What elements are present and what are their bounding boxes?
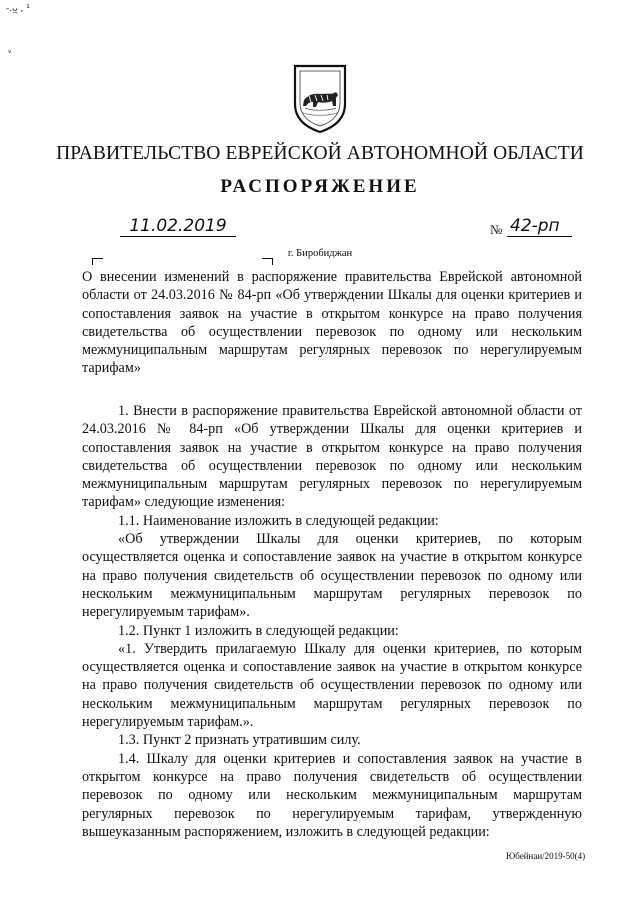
paragraph: «Об утверждении Шкалы для оценки критериев, по которым осуществляется оценка и сопоставление заявок на участие в открытом конкурсе на право получения свидетельств об осуществлении перевозок по одному или нескольким межмуниципальным маршрутам регулярных перевозок по нерегулируемым тарифам». bbox=[82, 531, 582, 621]
footer-document-code: Юбейнаи/2019-50(4) bbox=[506, 851, 586, 861]
subject-bracket-right bbox=[262, 258, 273, 265]
paragraph: 1.4. Шкалу для оценки критериев и сопоставления заявок на участие в открытом конкурсе на право получения свидетельств об осуществлении перевозок по одному или нескольким межмуниципальным маршрутам регулярных перевозок по нерегулируемым тарифам, утвержденную вышеуказанным распоряжением, изложить в следующей редакции: bbox=[82, 750, 582, 840]
number-label: № bbox=[490, 222, 503, 237]
document-type-heading: РАСПОРЯЖЕНИЕ bbox=[220, 176, 420, 197]
paragraph: 1. Внести в распоряжение правительства Еврейской автономной области от 24.03.2016 № 84-рп «Об утверждении Шкалы для оценки критериев и сопоставления заявок на участие в открытом конкурсе на право получения свидетельства об осуществлении перевозок по одному или нескольким межмуниципальным маршрутам регулярных перевозок по нерегулируемым тарифам» следующие изменения: bbox=[82, 403, 582, 511]
paragraph: 1.2. Пункт 1 изложить в следующей редакции: bbox=[118, 622, 399, 639]
organization-title: ПРАВИТЕЛЬСТВО ЕВРЕЙСКОЙ АВТОНОМНОЙ ОБЛАСТИ bbox=[56, 143, 584, 164]
paragraph: 1.3. Пункт 2 признать утратившим силу. bbox=[118, 732, 361, 749]
scan-artifact-mark: -.ᴗ̲ , ¹ bbox=[6, 4, 30, 14]
coat-of-arms-emblem bbox=[292, 62, 348, 134]
scan-artifact-mark: ᵥ bbox=[8, 46, 12, 56]
city-label: г. Биробиджан bbox=[287, 248, 353, 259]
subject-bracket-left bbox=[92, 258, 103, 265]
document-date: 11.02.2019 bbox=[120, 217, 236, 237]
paragraph: «1. Утвердить прилагаемую Шкалу для оценки критериев, по которым осуществляется оценка и сопоставление заявок на участие в открытом конкурсе на право получения свидетельств об осуществлении перевозок по одному или нескольким межмуниципальным маршрутам регулярных перевозок по нерегулируемым тарифам.». bbox=[82, 640, 582, 731]
document-body bbox=[82, 402, 582, 841]
document-subject: О внесении изменений в распоряжение правительства Еврейской автономной области от 24.03.2016 № 84-рп «Об утверждении Шкалы для оценки критериев и сопоставления заявок на участие в открытом конкурсе на право получения свидетельства об осуществлении перевозок по одному или нескольким межмуниципальным маршрутам регулярных перевозок по нерегулируемым тарифам» bbox=[82, 269, 582, 377]
paragraph: 1.1. Наименование изложить в следующей редакции: bbox=[118, 512, 439, 529]
document-number: 42-рп bbox=[507, 217, 572, 237]
